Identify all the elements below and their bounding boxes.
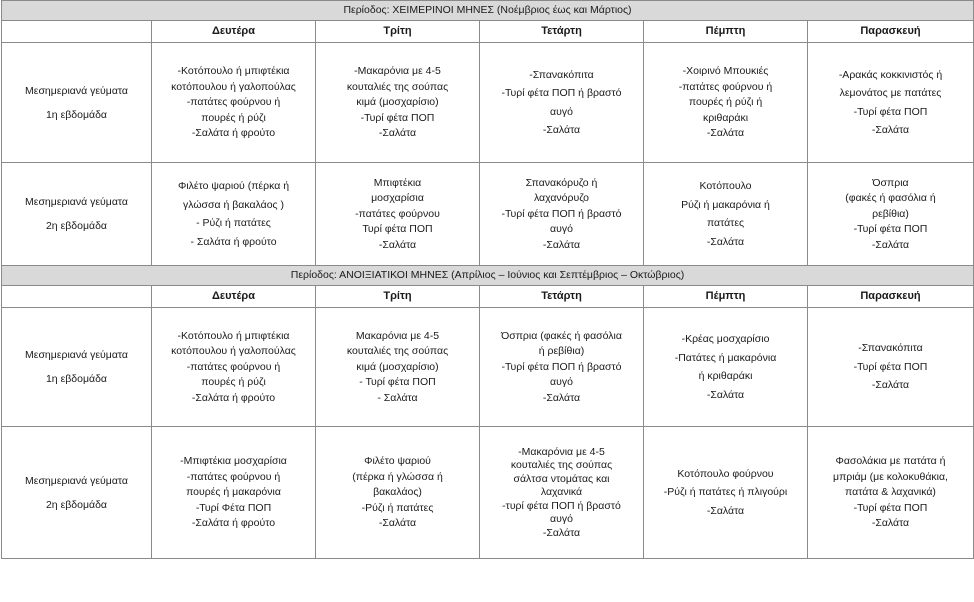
meal-line: λεμονάτος με πατάτες xyxy=(839,87,942,99)
meal-line: -Τυρί φέτα ΠΟΠ xyxy=(853,105,928,118)
week-label xyxy=(2,163,152,266)
meal-line: -Ρύζι ή πατάτες xyxy=(361,501,434,514)
meal-cell xyxy=(644,427,808,559)
meal-line: -Σπανακόπιτα xyxy=(858,342,923,355)
meal-line: -Σαλάτα xyxy=(706,127,745,140)
week-row xyxy=(2,163,974,266)
weekday-header: Τετάρτη xyxy=(480,21,644,43)
weekday-header: Πέμπτη xyxy=(644,286,808,308)
meal-line: -Σαλάτα xyxy=(706,504,745,517)
week-label-line: 1η εβδομάδα xyxy=(45,108,108,121)
week-row xyxy=(2,43,974,163)
meal-line: κιμά (μοσχαρίσιο) xyxy=(356,96,439,109)
meal-line: -Χοιρινό Μπουκιές xyxy=(682,65,769,78)
week-label-line: 2η εβδομάδα xyxy=(45,220,108,232)
meal-cell xyxy=(152,43,316,163)
meal-line: -Ρύζι ή πατάτες ή πλιγούρι xyxy=(663,486,788,499)
period-header-row xyxy=(2,266,974,286)
meal-line: Ρύζι ή μακαρόνια ή xyxy=(681,198,770,211)
meal-line: -Σαλάτα xyxy=(378,127,417,140)
meal-line: -Σαλάτα xyxy=(378,517,417,530)
meal-line: -Κοτόπουλο ή μπιφτέκια xyxy=(177,65,290,78)
meal-line: -Σαλάτα xyxy=(706,235,745,248)
meal-line: -Μπιφτέκια μοσχαρίσια xyxy=(180,455,287,468)
meal-line: κριθαράκι xyxy=(702,111,749,124)
weekday-header: Τρίτη xyxy=(316,286,480,308)
meal-line: πουρές ή μακαρόνια xyxy=(186,486,281,499)
meal-line: -Σαλάτα ή φρούτο xyxy=(191,391,276,404)
meal-line: -τυρί φέτα ΠΟΠ ή βραστό xyxy=(502,499,621,512)
meal-line: λαχανικά xyxy=(540,486,583,499)
meal-line: -Σαλάτα xyxy=(542,526,581,539)
meal-line: βακαλάος) xyxy=(373,486,422,499)
meal-line: πουρές ή ρύζι xyxy=(201,111,266,124)
meal-line: -Κοτόπουλο ή μπιφτέκια xyxy=(177,329,290,342)
week-label-line: 1η εβδομάδα xyxy=(45,373,108,385)
week-label-line: Μεσημεριανά γεύματα xyxy=(25,474,128,487)
meal-line: Μακαρόνια με 4-5 xyxy=(355,329,440,342)
week-label-line: 2η εβδομάδα xyxy=(45,498,108,511)
meal-line: κοτόπουλου ή γαλοπούλας xyxy=(171,345,296,358)
week-row xyxy=(2,427,974,559)
meal-cell xyxy=(808,427,974,559)
meal-line: -Σαλάτα xyxy=(542,238,581,251)
weekday-header: Δευτέρα xyxy=(152,286,316,308)
meal-cell xyxy=(808,163,974,266)
meal-line: -Αρακάς κοκκινιστός ή xyxy=(838,68,943,81)
meal-line: Φιλέτο ψαριού (πέρκα ή xyxy=(177,180,290,192)
meal-line: -πατάτες φούρνου ή xyxy=(186,96,281,109)
meal-cell xyxy=(644,308,808,427)
meal-line: - Τυρί φέτα ΠΟΠ xyxy=(359,376,436,389)
meal-line: ή ρεβίθια) xyxy=(538,345,585,358)
meal-line: -Μακαρόνια με 4-5 xyxy=(354,65,441,78)
corner-cell xyxy=(2,21,152,43)
meal-line: αυγό xyxy=(550,105,573,118)
meal-line: -πατάτες φούρνου ή xyxy=(186,360,281,373)
meal-line: -Σαλάτα xyxy=(871,517,910,530)
meal-line: μοσχαρίσια xyxy=(371,192,424,205)
meal-line: -Τυρί φέτα ΠΟΠ xyxy=(853,501,928,514)
meal-line: πατάτα & λαχανικά) xyxy=(845,486,936,499)
meal-cell xyxy=(644,43,808,163)
meal-line: -Τυρί φέτα ΠΟΠ xyxy=(360,111,435,124)
meal-line: -Σαλάτα xyxy=(706,388,745,401)
meal-line: γλώσσα ή βακαλάος ) xyxy=(182,198,285,211)
weekday-header: Τετάρτη xyxy=(480,286,644,308)
meal-cell xyxy=(644,163,808,266)
meal-line: -Σπανακόπιτα xyxy=(529,68,594,81)
meal-line: κοτόπουλου ή γαλοπούλας xyxy=(171,80,296,93)
week-label-line: Μεσημεριανά γεύματα xyxy=(25,349,128,361)
weekday-header: Παρασκευή xyxy=(808,21,974,43)
week-label xyxy=(2,43,152,163)
meal-line: -Τυρί φέτα ΠΟΠ xyxy=(853,223,928,236)
meal-line: Κοτόπουλο xyxy=(699,180,752,192)
meal-line: πουρές ή ρύζι xyxy=(201,376,266,389)
meal-line: -πατάτες φούρνου ή xyxy=(678,80,773,93)
weekday-header-row xyxy=(2,286,974,308)
meal-cell xyxy=(316,308,480,427)
meal-line: πουρές ή ρύζι ή xyxy=(688,96,763,109)
school-meal-table xyxy=(1,0,974,559)
meal-line: Σπανακόρυζο ή xyxy=(525,176,598,189)
meal-cell xyxy=(480,427,644,559)
meal-line: -Σαλάτα xyxy=(378,238,417,251)
meal-line: Φιλέτο ψαριού xyxy=(364,455,431,468)
meal-line: (φακές ή φασόλια ή xyxy=(845,192,936,205)
meal-cell xyxy=(480,308,644,427)
meal-line: αυγό xyxy=(550,376,573,389)
meal-line: Μπιφτέκια xyxy=(373,176,422,189)
meal-line: -Κρέας μοσχαρίσιο xyxy=(681,333,770,345)
week-label xyxy=(2,427,152,559)
meal-line: (πέρκα ή γλώσσα ή xyxy=(352,470,443,483)
period-title: Περίοδος: ΧΕΙΜΕΡΙΝΟΙ ΜΗΝΕΣ (Νοέμβριος έως και Μάρτιος) xyxy=(2,1,974,21)
meal-line: ή κριθαράκι xyxy=(698,370,753,382)
meal-cell xyxy=(808,43,974,163)
meal-table-body xyxy=(2,1,974,559)
weekday-header: Τρίτη xyxy=(316,21,480,43)
week-label xyxy=(2,308,152,427)
meal-line: Τυρί φέτα ΠΟΠ xyxy=(362,223,433,236)
meal-line: ρεβίθια) xyxy=(872,207,909,220)
meal-line: -Τυρί Φέτα ΠΟΠ xyxy=(195,501,272,514)
weekday-header-row xyxy=(2,21,974,43)
week-label-line: Μεσημεριανά γεύματα xyxy=(25,84,128,97)
meal-line: -Σαλάτα ή φρούτο xyxy=(191,127,276,140)
meal-line: -Μακαρόνια με 4-5 xyxy=(518,445,605,458)
weekday-header: Δευτέρα xyxy=(152,21,316,43)
meal-line: λαχανόρυζο xyxy=(533,192,590,205)
meal-line: μπριάμ (με κολοκυθάκια, xyxy=(833,470,948,483)
meal-line: -Τυρί φέτα ΠΟΠ ή βραστό xyxy=(501,87,622,99)
meal-cell xyxy=(152,163,316,266)
meal-line: Όσπρια (φακές ή φασόλια xyxy=(501,329,622,342)
meal-line: κουταλιές της σούπας xyxy=(346,80,449,93)
meal-line: - Σαλάτα xyxy=(377,391,418,404)
meal-line: -πατάτες φούρνου xyxy=(355,207,440,220)
meal-line: -Σαλάτα xyxy=(871,124,910,136)
period-title: Περίοδος: ΑΝΟΙΞΙΑΤΙΚΟΙ ΜΗΝΕΣ (Απρίλιος – Ιούνιος και Σεπτέμβριος – Οκτώβριος) xyxy=(2,266,974,286)
meal-line: κιμά (μοσχαρίσιο) xyxy=(356,360,439,373)
meal-line: -Πατάτες ή μακαρόνια xyxy=(674,351,777,364)
meal-line: -Σαλάτα xyxy=(871,238,910,251)
meal-line: Όσπρια xyxy=(872,176,909,189)
meal-cell xyxy=(480,43,644,163)
period-header-row xyxy=(2,1,974,21)
meal-cell xyxy=(152,308,316,427)
meal-cell xyxy=(808,308,974,427)
meal-line: κουταλιές της σούπας xyxy=(510,459,613,472)
meal-line: -Σαλάτα xyxy=(871,379,910,392)
meal-line: Φασολάκια με πατάτα ή xyxy=(835,455,946,468)
meal-line: -Σαλάτα ή φρούτο xyxy=(191,517,276,530)
meal-line: πατάτες xyxy=(706,217,745,229)
meal-line: -Σαλάτα xyxy=(542,124,581,136)
meal-cell xyxy=(480,163,644,266)
meal-line: αυγό xyxy=(550,223,573,236)
meal-line: αυγό xyxy=(550,513,573,526)
meal-cell xyxy=(152,427,316,559)
week-label-line: Μεσημεριανά γεύματα xyxy=(25,196,128,208)
meal-line: Κοτόπουλο φούρνου xyxy=(677,467,774,480)
meal-line: - Ρύζι ή πατάτες xyxy=(196,217,271,229)
meal-line: -Τυρί φέτα ΠΟΠ ή βραστό xyxy=(501,207,622,220)
meal-cell xyxy=(316,163,480,266)
meal-line: σάλτσα ντομάτας και xyxy=(513,472,610,485)
weekday-header: Παρασκευή xyxy=(808,286,974,308)
corner-cell xyxy=(2,286,152,308)
week-row xyxy=(2,308,974,427)
weekday-header: Πέμπτη xyxy=(644,21,808,43)
meal-line: κουταλιές της σούπας xyxy=(346,345,449,358)
meal-line: -Σαλάτα xyxy=(542,391,581,404)
meal-line: - Σαλάτα ή φρούτο xyxy=(190,235,277,248)
meal-line: -Τυρί φέτα ΠΟΠ xyxy=(853,360,928,373)
meal-line: -Τυρί φέτα ΠΟΠ ή βραστό xyxy=(501,360,622,373)
meal-cell xyxy=(316,43,480,163)
meal-line: -πατάτες φούρνου ή xyxy=(186,470,281,483)
meal-cell xyxy=(316,427,480,559)
